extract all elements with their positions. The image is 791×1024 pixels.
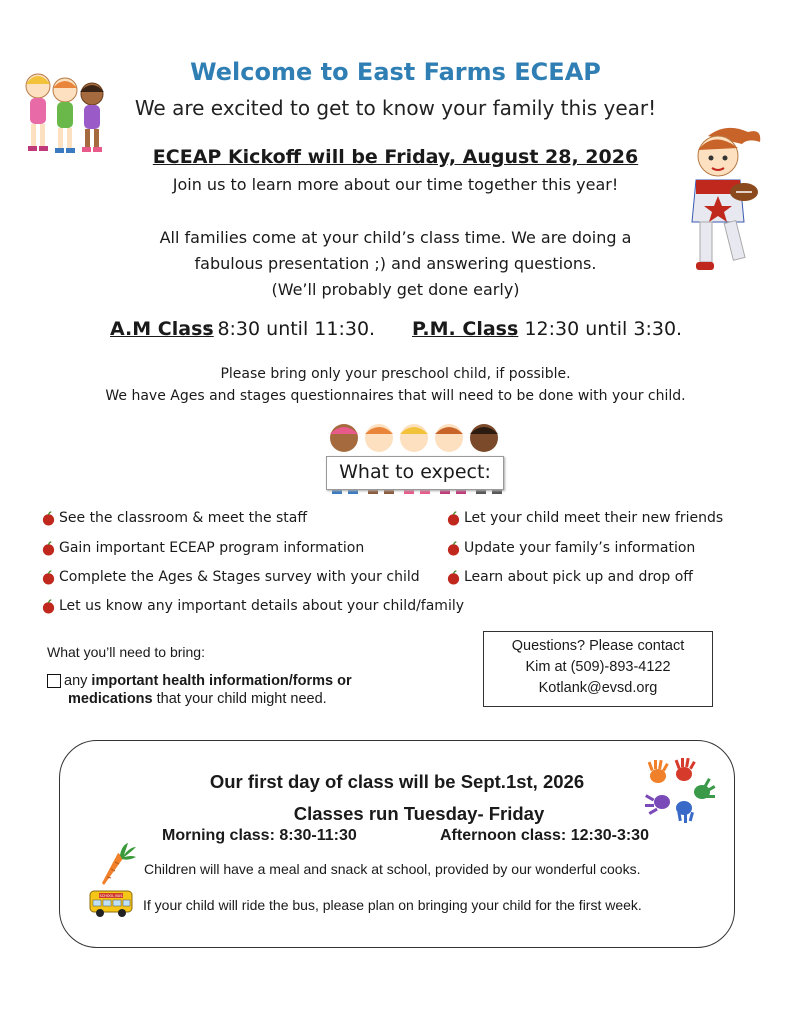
am-class-time: : 8:30 until 11:30. — [205, 318, 376, 340]
expect-item-label: Gain important ECEAP program information — [59, 540, 365, 556]
bring-checkbox[interactable] — [47, 674, 61, 688]
expect-item-label: Let your child meet their new friends — [464, 510, 724, 526]
expect-item — [41, 598, 464, 614]
expect-item-label: See the classroom & meet the staff — [59, 510, 308, 526]
apple-icon — [41, 511, 56, 526]
apple-icon — [41, 541, 56, 556]
meal-text: Children will have a meal and snack at school, provided by our wonderful cooks. — [144, 861, 641, 877]
contact-phone: Kim at (509)-893-4122 — [525, 659, 671, 675]
note-line: We have Ages and stages questionnaires that will need to be done with your child. — [105, 388, 686, 404]
note-line: Please bring only your preschool child, if possible. — [220, 366, 571, 382]
expect-item — [41, 540, 364, 556]
families-line: All families come at your child’s class time. We are doing a — [159, 228, 632, 247]
kickoff-join-text: Join us to learn more about our time together this year! — [172, 175, 619, 194]
school-bus-icon — [89, 889, 133, 919]
bring-item — [64, 672, 352, 708]
apple-icon — [446, 511, 461, 526]
families-line: (We’ll probably get done early) — [271, 280, 520, 299]
morning-class-time: Morning class: 8:30-11:30 — [162, 827, 357, 844]
page-title: Welcome to East Farms ECEAP — [190, 58, 601, 86]
bus-text: If your child will ride the bus, please plan on bringing your child for the first week. — [143, 897, 642, 913]
expect-item — [41, 569, 420, 585]
kickoff-headline: ECEAP Kickoff will be Friday, August 28, 2026 — [152, 146, 639, 168]
first-day-headline: Our first day of class will be Sept.1st, 2026 — [209, 771, 585, 792]
bus-sign: SCHOOL BUS — [99, 894, 123, 898]
pm-class-time: : 12:30 until 3:30. — [512, 318, 683, 340]
notes-block — [0, 363, 791, 407]
bring-prefix: any — [64, 673, 92, 689]
contact-line: Questions? Please contact — [511, 638, 685, 654]
expect-item-label: Learn about pick up and drop off — [464, 569, 693, 585]
apple-icon — [446, 541, 461, 556]
expect-item-label: Let us know any important details about your child/family — [59, 598, 465, 614]
bring-bold2: medications — [68, 691, 153, 707]
expect-item — [446, 510, 723, 526]
contact-email[interactable]: Kotlank@evsd.org — [538, 680, 658, 696]
carrot-icon — [98, 843, 138, 887]
handprints-illustration — [640, 758, 718, 824]
expect-item — [41, 510, 307, 526]
bring-title: What you’ll need to bring: — [47, 644, 205, 660]
page-subtitle: We are excited to get to know your family this year! — [134, 96, 657, 120]
apple-icon — [41, 570, 56, 585]
families-line: fabulous presentation ;) and answering questions. — [194, 254, 597, 273]
am-class-label: A.M Class — [110, 318, 214, 340]
afternoon-class-time: Afternoon class: 12:30-3:30 — [440, 827, 649, 844]
expect-heading: What to expect: — [339, 461, 491, 483]
bring-bold1: important health information/forms or — [91, 673, 352, 689]
classes-run-text: Classes run Tuesday- Friday — [293, 803, 545, 824]
apple-icon — [446, 570, 461, 585]
expect-item — [446, 540, 695, 556]
pm-class-label: P.M. Class — [412, 318, 519, 340]
contact-text — [483, 636, 713, 699]
families-paragraph — [0, 225, 791, 303]
bring-suffix: that your child might need. — [152, 691, 327, 707]
expect-item-label: Complete the Ages & Stages survey with your child — [59, 569, 420, 585]
apple-icon — [41, 599, 56, 614]
expect-item — [446, 569, 693, 585]
expect-item-label: Update your family’s information — [464, 540, 696, 556]
